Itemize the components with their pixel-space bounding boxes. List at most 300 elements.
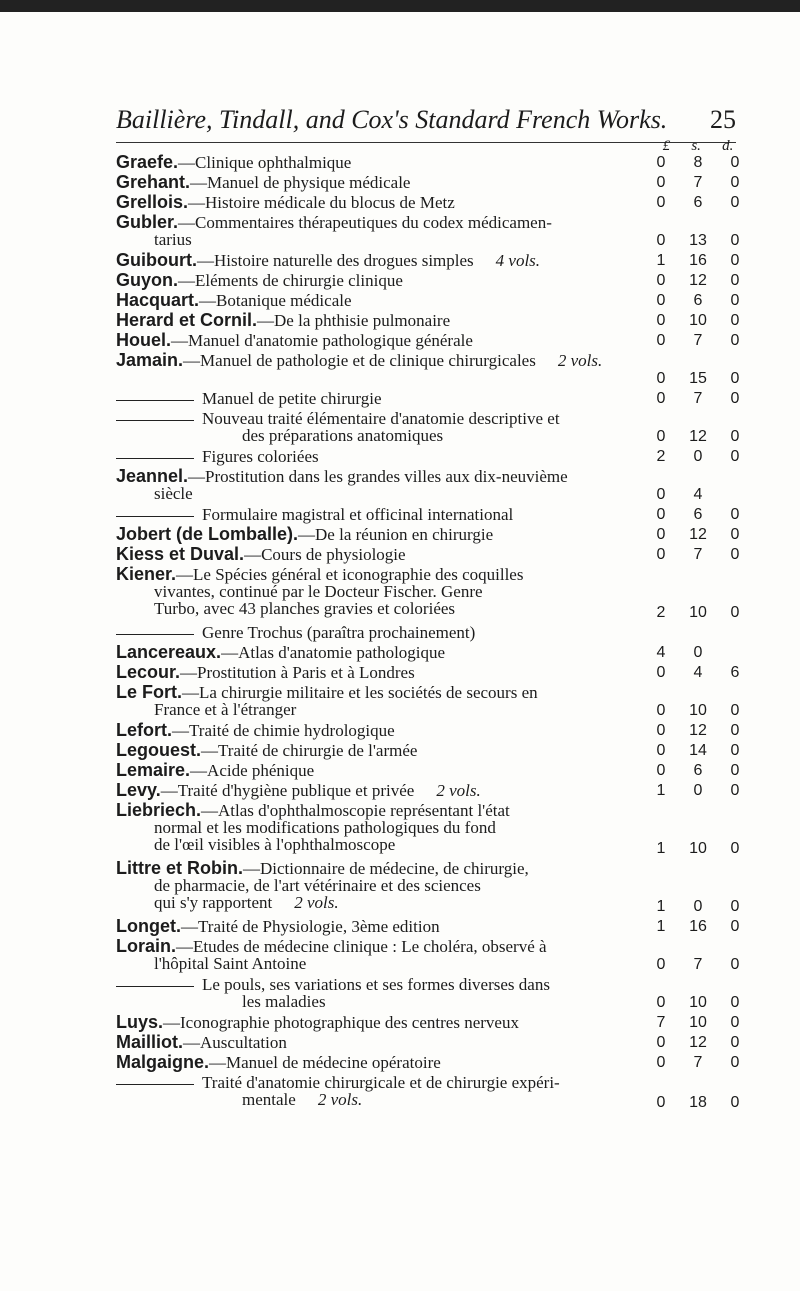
entry-volumes: 2 vols.: [294, 893, 339, 912]
entry-continuation-line: [116, 427, 720, 444]
entry-price: [646, 174, 750, 192]
price-pence: 0: [730, 272, 740, 289]
entry-first-line: [116, 918, 636, 935]
entry-author: Lemaire.: [116, 760, 191, 780]
price-shillings: 15: [689, 370, 707, 387]
catalogue-entry: [116, 390, 720, 407]
price-pounds: 1: [656, 898, 666, 915]
entry-price: [646, 742, 750, 760]
entry-volumes: 2 vols.: [317, 1090, 363, 1109]
pounds-heading: £: [662, 138, 671, 154]
catalogue-entry: [116, 566, 720, 617]
catalogue-entry: [116, 976, 720, 1010]
entry-title: —La chirurgie militaire et les sociétés de secours en: [182, 683, 538, 702]
entry-price: [646, 644, 750, 662]
price-pounds: 0: [656, 702, 666, 719]
entry-continuation-text: qui s'y rapportent: [154, 893, 273, 912]
header-title: Baillière, Tindall, and Cox's Standard French Works.: [116, 105, 668, 134]
entry-continuation-line: [116, 600, 720, 617]
entry-title: —Atlas d'ophthalmoscopie représentant l'état: [201, 801, 510, 820]
price-pounds: 0: [656, 194, 666, 211]
price-pounds: 0: [656, 292, 666, 309]
entry-price: [646, 604, 750, 622]
entry-first-line: [116, 410, 636, 427]
catalogue-entry: [116, 1014, 720, 1031]
ditto-rule: [116, 1084, 194, 1085]
price-pence: 0: [730, 252, 740, 269]
catalogue-entry: [116, 802, 720, 853]
catalogue-entry: [116, 742, 720, 759]
entry-title: —Dictionnaire de médecine, de chirurgie,: [243, 859, 529, 878]
entry-first-line: [116, 174, 636, 191]
entry-first-line: [116, 468, 636, 485]
entry-price: [646, 232, 750, 250]
entry-continuation-text: l'hôpital Saint Antoine: [154, 954, 307, 973]
price-pounds: 2: [656, 604, 666, 621]
price-pounds: 0: [656, 332, 666, 349]
entry-author: Jamain.: [116, 350, 184, 370]
shillings-heading: s.: [691, 138, 701, 154]
entry-continuation-text: des préparations anatomiques: [242, 426, 444, 445]
entry-price: [646, 272, 750, 290]
price-pence: 0: [730, 154, 740, 171]
entry-title: —Etudes de médecine clinique : Le choléra, observé à: [176, 937, 547, 956]
catalogue-entry: [116, 194, 720, 211]
catalogue-entry: [116, 722, 720, 739]
entry-title: —Histoire naturelle des drogues simples: [196, 251, 474, 270]
entry-first-line: [116, 448, 636, 465]
entry-first-line: [116, 860, 636, 877]
price-pence: 0: [730, 312, 740, 329]
price-shillings: 14: [689, 742, 707, 759]
entry-title: —Eléments de chirurgie clinique: [178, 271, 403, 290]
entry-title: —Cours de physiologie: [244, 545, 406, 564]
price-shillings: 7: [693, 956, 703, 973]
price-pounds: 0: [656, 722, 666, 739]
price-pence: 0: [730, 332, 740, 349]
catalogue-entry: [116, 1074, 720, 1108]
top-edge-bar: [0, 0, 800, 12]
catalogue-entry: [116, 410, 720, 444]
catalogue-entry: [116, 782, 720, 799]
entry-first-line: [116, 722, 636, 739]
price-shillings: 10: [689, 994, 707, 1011]
entry-first-line: [116, 1034, 636, 1051]
entry-continuation-text: tarius: [154, 230, 192, 249]
price-shillings: 10: [689, 312, 707, 329]
price-pounds: 1: [656, 782, 666, 799]
price-shillings: 6: [693, 762, 703, 779]
price-shillings: 4: [693, 664, 703, 681]
price-pounds: 0: [656, 1054, 666, 1071]
price-pence: [720, 486, 750, 504]
price-pence: 0: [730, 370, 740, 387]
entry-first-line: [116, 352, 636, 369]
price-pounds: 7: [656, 1014, 666, 1031]
entry-title: Nouveau traité élémentaire d'anatomie descriptive et: [202, 409, 560, 428]
entry-first-line: [116, 782, 636, 799]
ditto-rule: [116, 986, 194, 987]
catalogue-entry: [116, 546, 720, 563]
price-pounds: 1: [656, 840, 666, 857]
entry-first-line: [116, 1014, 636, 1031]
entry-title: —Manuel d'anatomie pathologique générale: [171, 331, 473, 350]
entry-author: Longet.: [116, 916, 181, 936]
entry-price: [646, 448, 750, 466]
entry-first-line: [116, 214, 636, 231]
entry-continuation-text: de l'œil visibles à l'ophthalmoscope: [154, 835, 396, 854]
entry-title: —Prostitution dans les grandes villes aux dix-neuvième: [188, 467, 568, 486]
price-pounds: 0: [656, 312, 666, 329]
price-pence: 0: [730, 390, 740, 407]
price-pounds: 0: [656, 956, 666, 973]
catalogue-entry: [116, 1034, 720, 1051]
entry-author: Jobert (de Lomballe).: [116, 524, 299, 544]
entry-price: [646, 252, 750, 270]
entry-title: —Traité de Physiologie, 3ème edition: [181, 917, 440, 936]
price-pounds: 0: [656, 994, 666, 1011]
price-pounds: 1: [656, 252, 666, 269]
entry-author: Hacquart.: [116, 290, 200, 310]
price-pounds: 0: [656, 742, 666, 759]
entry-title: —Manuel de physique médicale: [190, 173, 411, 192]
entry-continuation-line: [116, 231, 720, 248]
price-pence: 0: [730, 898, 740, 915]
entry-first-line: [116, 332, 636, 349]
entry-continuation-line: [116, 1091, 720, 1108]
entry-author: Littre et Robin.: [116, 858, 243, 878]
entry-price: [646, 546, 750, 564]
entry-price: [646, 994, 750, 1012]
entry-author: Guibourt.: [116, 250, 197, 270]
price-shillings: 7: [693, 390, 703, 407]
price-shillings: 8: [693, 154, 703, 171]
price-pounds: 4: [656, 644, 666, 661]
catalogue-entry: [116, 938, 720, 972]
price-pounds: 0: [656, 272, 666, 289]
ditto-rule: [116, 634, 194, 635]
entry-continuation-line: [116, 485, 720, 502]
entry-price: [646, 782, 750, 800]
entry-first-line: [116, 272, 636, 289]
price-shillings: 0: [693, 448, 703, 465]
ditto-rule: [116, 458, 194, 459]
entry-first-line: [116, 664, 636, 681]
price-pounds: 1: [656, 918, 666, 935]
price-pence: 0: [730, 1054, 740, 1071]
entry-continuation-text: Turbo, avec 43 planches gravies et coloriées: [154, 599, 456, 618]
price-pence: 0: [730, 994, 740, 1011]
price-pounds: 0: [656, 390, 666, 407]
price-shillings: 10: [689, 604, 707, 621]
entry-first-line: [116, 546, 636, 563]
entry-first-line: [116, 624, 636, 641]
entry-volumes: 2 vols.: [436, 781, 481, 800]
entry-author: Jeannel.: [116, 466, 189, 486]
entry-volumes: 4 vols.: [495, 251, 541, 270]
price-pounds: 0: [656, 232, 666, 249]
price-pounds: 0: [656, 506, 666, 523]
entry-price: [646, 664, 750, 682]
price-shillings: 10: [689, 702, 707, 719]
entry-price: [646, 918, 750, 936]
price-pounds: 0: [656, 428, 666, 445]
entry-title: Traité d'anatomie chirurgicale et de chirurgie expéri-: [202, 1073, 560, 1092]
entry-title: Figures coloriées: [202, 447, 319, 466]
catalogue-entry: [116, 506, 720, 523]
price-pence: 0: [730, 1014, 740, 1031]
entry-author: Gubler.: [116, 212, 179, 232]
entry-first-line: [116, 194, 636, 211]
entry-title: —Prostitution à Paris et à Londres: [180, 663, 415, 682]
catalogue-entry: [116, 624, 720, 641]
price-shillings: 0: [693, 644, 703, 661]
entry-continuation-text: vivantes, continué par le Docteur Fischer. Genre: [154, 582, 483, 601]
entry-title: —Clinique ophthalmique: [178, 153, 352, 172]
entry-author: Graefe.: [116, 152, 179, 172]
ditto-rule: [116, 420, 194, 421]
price-pounds: 0: [656, 664, 666, 681]
catalogue-entry: [116, 272, 720, 289]
entry-price: [646, 526, 750, 544]
entry-first-line: [116, 1074, 636, 1091]
entry-first-line: [116, 390, 636, 407]
entry-author: Herard et Cornil.: [116, 310, 258, 330]
entry-first-line: [116, 976, 636, 993]
entry-first-line: [116, 938, 636, 955]
price-shillings: 0: [693, 782, 703, 799]
entry-price: [646, 370, 750, 388]
price-shillings: 16: [689, 918, 707, 935]
entry-author: Lefort.: [116, 720, 172, 740]
price-pence: 0: [730, 956, 740, 973]
entry-author: Mailliot.: [116, 1032, 183, 1052]
entry-continuation-line: [116, 836, 720, 853]
entry-title: —De la réunion en chirurgie: [298, 525, 494, 544]
price-pounds: 0: [656, 370, 666, 387]
entry-author: Kiener.: [116, 564, 177, 584]
page-number: 25: [710, 105, 736, 134]
entry-price: [646, 1054, 750, 1072]
price-pounds: 0: [656, 1034, 666, 1051]
entry-continuation-text: normal et les modifications pathologiques du fond: [154, 818, 496, 837]
currency-columns-header: [652, 138, 744, 155]
entry-price: [646, 702, 750, 720]
ditto-rule: [116, 400, 194, 401]
price-pence: 0: [730, 506, 740, 523]
price-pence: 0: [730, 546, 740, 563]
price-pounds: 0: [656, 526, 666, 543]
catalogue-entry: [116, 918, 720, 935]
entry-price: [646, 1094, 750, 1112]
price-shillings: 12: [689, 272, 707, 289]
price-pence: 0: [730, 742, 740, 759]
entry-price: [646, 428, 750, 446]
entry-title: —Iconographie photographique des centres nerveux: [163, 1013, 519, 1032]
entry-author: Malgaigne.: [116, 1052, 210, 1072]
running-header: [116, 104, 736, 143]
catalogue-entry: [116, 664, 720, 681]
catalogue-entry: [116, 154, 720, 171]
entry-continuation-line: [116, 583, 720, 600]
catalogue-entry: [116, 174, 720, 191]
entry-price: [646, 1014, 750, 1032]
price-pence: 0: [730, 194, 740, 211]
price-pence: 0: [730, 722, 740, 739]
price-pounds: 2: [656, 448, 666, 465]
entry-continuation-line: [116, 993, 720, 1010]
catalogue-entry: [116, 526, 720, 543]
entry-continuation-text: les maladies: [242, 992, 326, 1011]
entry-continuation-text: France et à l'étranger: [154, 700, 297, 719]
entry-title: —Auscultation: [183, 1033, 287, 1052]
entry-price: [646, 1034, 750, 1052]
entry-first-line: [116, 154, 636, 171]
price-shillings: 12: [689, 526, 707, 543]
entry-author: Grehant.: [116, 172, 191, 192]
price-pounds: 0: [656, 762, 666, 779]
entry-author: Liebriech.: [116, 800, 202, 820]
price-pence: 0: [730, 1034, 740, 1051]
catalogue-entry: [116, 684, 720, 718]
entry-price: [646, 898, 750, 916]
entry-first-line: [116, 802, 636, 819]
entry-title: —Manuel de médecine opératoire: [209, 1053, 441, 1072]
entry-first-line: [116, 762, 636, 779]
price-shillings: 4: [693, 486, 703, 503]
entry-title: —Traité d'hygiène publique et privée: [160, 781, 415, 800]
entry-continuation-line: [116, 701, 720, 718]
entry-first-line: [116, 312, 636, 329]
entry-author: Kiess et Duval.: [116, 544, 245, 564]
price-pence: 0: [730, 1094, 740, 1111]
catalogue-entry: [116, 352, 720, 369]
price-pence: 0: [730, 604, 740, 621]
catalogue-entry: [116, 468, 720, 502]
price-shillings: 6: [693, 506, 703, 523]
catalogue-entry: [116, 252, 720, 269]
price-pence: 0: [730, 174, 740, 191]
entry-price: [646, 332, 750, 350]
entry-title: Genre Trochus (paraîtra prochainement): [202, 623, 476, 642]
entry-title: Le pouls, ses variations et ses formes diverses dans: [202, 975, 550, 994]
catalogue-entry: [116, 762, 720, 779]
price-pence: 0: [730, 428, 740, 445]
entry-first-line: [116, 292, 636, 309]
entry-volumes: 2 vols.: [557, 351, 603, 370]
entry-first-line: [116, 566, 636, 583]
entry-title: —Acide phénique: [190, 761, 315, 780]
price-shillings: 0: [693, 898, 703, 915]
catalogue-entry: [116, 644, 720, 661]
entry-continuation-text: de pharmacie, de l'art vétérinaire et des sciences: [154, 876, 481, 895]
price-shillings: 7: [693, 332, 703, 349]
entry-price: [646, 292, 750, 310]
price-shillings: 7: [693, 1054, 703, 1071]
entry-continuation-line: [116, 819, 720, 836]
entry-author: Lecour.: [116, 662, 181, 682]
price-shillings: 6: [693, 292, 703, 309]
entry-price: [646, 194, 750, 212]
entry-title: Manuel de petite chirurgie: [202, 389, 382, 408]
catalogue-entry: [116, 860, 720, 911]
catalogue-entry: [116, 332, 720, 349]
entry-first-line: [116, 684, 636, 701]
catalogue-entry: [116, 312, 720, 329]
price-pence: 0: [730, 840, 740, 857]
catalogue-entry: [116, 292, 720, 309]
entry-continuation-line: [116, 877, 720, 894]
price-pence: 0: [730, 448, 740, 465]
price-shillings: 18: [689, 1094, 707, 1111]
entry-price: [646, 506, 750, 524]
entry-continuation-text: mentale: [242, 1090, 296, 1109]
entry-price: [646, 840, 750, 858]
entry-first-line: [116, 644, 636, 661]
entry-author: Legouest.: [116, 740, 202, 760]
entry-author: Houel.: [116, 330, 172, 350]
price-shillings: 13: [689, 232, 707, 249]
price-shillings: 6: [693, 194, 703, 211]
catalogue-entry: [116, 1054, 720, 1071]
price-shillings: 12: [689, 722, 707, 739]
entry-first-line: [116, 506, 636, 523]
entry-price: [646, 762, 750, 780]
price-shillings: 7: [693, 546, 703, 563]
entry-first-line: [116, 252, 636, 269]
price-pounds: 0: [656, 154, 666, 171]
price-pence: 0: [730, 232, 740, 249]
entry-author: Levy.: [116, 780, 161, 800]
entry-continuation-line: [116, 894, 720, 911]
entry-author: Lancereaux.: [116, 642, 222, 662]
price-pounds: 0: [656, 174, 666, 191]
entry-title: —Atlas d'anatomie pathologique: [221, 643, 446, 662]
entry-title: Formulaire magistral et officinal international: [202, 505, 514, 524]
entry-title: —Histoire médicale du blocus de Metz: [188, 193, 455, 212]
entry-price: [646, 956, 750, 974]
price-shillings: 10: [689, 840, 707, 857]
entry-continuation-text: siècle: [154, 484, 193, 503]
entry-title: —Traité de chirurgie de l'armée: [201, 741, 418, 760]
price-shillings: 12: [689, 1034, 707, 1051]
ditto-rule: [116, 516, 194, 517]
entry-title: —Botanique médicale: [199, 291, 352, 310]
price-shillings: 12: [689, 428, 707, 445]
entry-title: —Le Spécies général et iconographie des coquilles: [176, 565, 524, 584]
entry-first-line: [116, 526, 636, 543]
price-pounds: 0: [656, 1094, 666, 1111]
entry-author: Le Fort.: [116, 682, 182, 702]
price-pence: 0: [730, 526, 740, 543]
catalogue-entry: [116, 214, 720, 248]
price-pence: [720, 644, 750, 662]
entry-title: —Manuel de pathologie et de clinique chirurgicales: [183, 351, 536, 370]
price-pence: 6: [730, 664, 740, 681]
entry-author: Guyon.: [116, 270, 178, 290]
price-shillings: 7: [693, 174, 703, 191]
catalogue-entry: [116, 448, 720, 465]
entry-first-line: [116, 742, 636, 759]
entry-first-line: [116, 1054, 636, 1071]
entry-title: —De la phthisie pulmonaire: [257, 311, 451, 330]
price-shillings: 10: [689, 1014, 707, 1031]
entry-author: Luys.: [116, 1012, 164, 1032]
entry-price: [646, 722, 750, 740]
entry-author: Grellois.: [116, 192, 189, 212]
pence-heading: d.: [722, 138, 734, 154]
price-pence: 0: [730, 782, 740, 799]
